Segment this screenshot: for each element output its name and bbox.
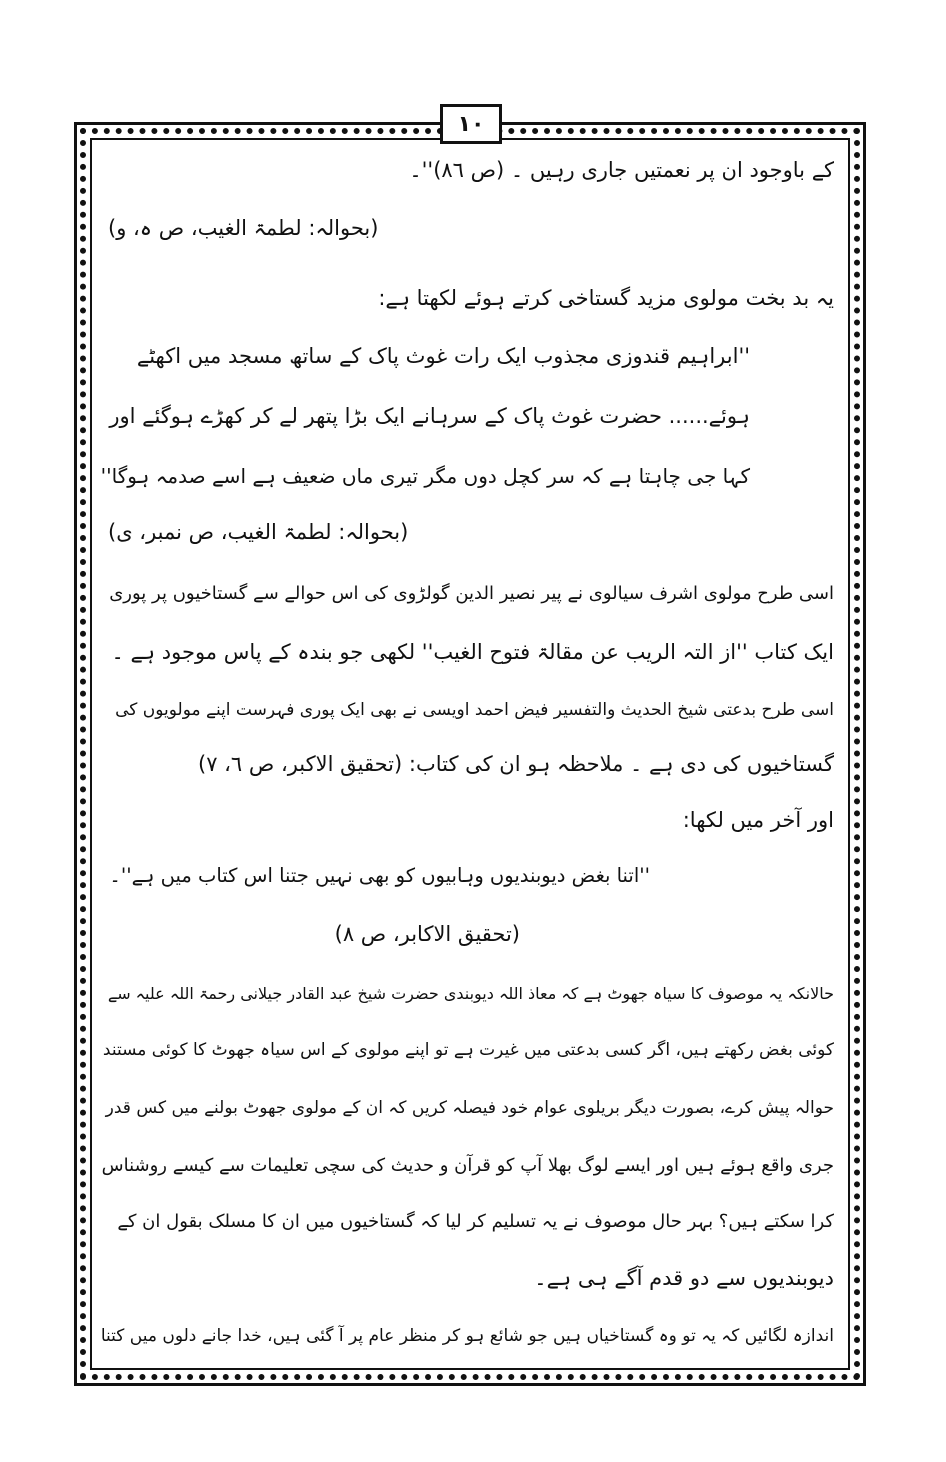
page-body — [100, 150, 840, 1360]
quote-line: ''ابراہیم قندوزی مجذوب ایک رات غوث پاک کے ساتھ مسجد میں اکھٹے — [136, 344, 750, 368]
text-line: اندازہ لگائیں کہ یہ تو وہ گستاخیاں ہیں جو شائع ہو کر منظر عام پر آ گئی ہیں، خدا جانے دلوں میں کتنا — [100, 1326, 834, 1346]
citation: (تحقیق الاکابر، ص ۸) — [334, 922, 520, 946]
quote-line: ''اتنا بغض دیوبندیوں وہابیوں کو بھی نہیں جتنا اس کتاب میں ہے''۔ — [109, 864, 650, 887]
text-line: حوالہ پیش کرے، بصورت دیگر بریلوی عوام خود فیصلہ کریں کہ ان کے مولوی جھوٹ بولنے میں کس قدر — [105, 1098, 834, 1118]
text-line: کے باوجود ان پر نعمتیں جاری رہیں ۔ (ص ۸٦)''۔ — [409, 158, 834, 182]
text-line: گستاخیوں کی دی ہے ۔ ملاحظہ ہو ان کی کتاب: (تحقیق الاکبر، ص ٦، ۷) — [197, 752, 834, 776]
text-line: اسی طرح بدعتی شیخ الحدیث والتفسیر فیض احمد اویسی نے بھی ایک پوری فہرست اپنے مولویوں کی — [115, 700, 834, 720]
text-line: اسی طرح مولوی اشرف سیالوی نے پیر نصیر الدین گولڑوی کی اس حوالے سے گستاخیوں پر پوری — [109, 583, 834, 604]
text-line: یہ بد بخت مولوی مزید گستاخی کرتے ہوئے لکھتا ہے: — [378, 286, 834, 310]
text-line: اور آخر میں لکھا: — [682, 808, 834, 832]
text-line: کوئی بغض رکھتے ہیں، اگر کسی بدعتی میں غیرت ہے تو اپنے مولوی کے اس سیاہ جھوٹ کا کوئی مستند — [102, 1040, 834, 1060]
quote-line: ہوئے...... حضرت غوث پاک کے سرہانے ایک بڑا پتھر لے کر کھڑے ہوگئے اور — [109, 404, 750, 428]
citation: (بحوالہ: لطمۃ الغیب، ص نمبر، ی) — [108, 520, 409, 544]
citation: (بحوالہ: لطمۃ الغیب، ص ہ، و) — [108, 216, 379, 240]
text-line: ایک کتاب ''از التہ الریب عن مقالۃ فتوح الغیب'' لکھی جو بندہ کے پاس موجود ہے ۔ — [111, 640, 834, 664]
quote-line: کہا جی چاہتا ہے کہ سر کچل دوں مگر تیری ماں ضعیف ہے اسے صدمہ ہوگا'' — [100, 464, 750, 488]
text-line: دیوبندیوں سے دو قدم آگے ہی ہے۔ — [534, 1266, 834, 1290]
text-line: جری واقع ہوئے ہیں اور ایسے لوگ بھلا آپ کو قرآن و حدیث کی سچی تعلیمات سے کیسے روشناس — [101, 1155, 834, 1176]
page-number: ۱۰ — [440, 104, 502, 144]
text-line: حالانکہ یہ موصوف کا سیاہ جھوٹ ہے کہ معاذ اللہ دیوبندی حضرت شیخ عبد القادر جیلانی رحمۃ اللہ علیہ سے — [107, 984, 834, 1003]
text-line: کرا سکتے ہیں؟ بہر حال موصوف نے یہ تسلیم کر لیا کہ گستاخیوں میں ان کا مسلک بقول ان کے — [117, 1211, 834, 1232]
